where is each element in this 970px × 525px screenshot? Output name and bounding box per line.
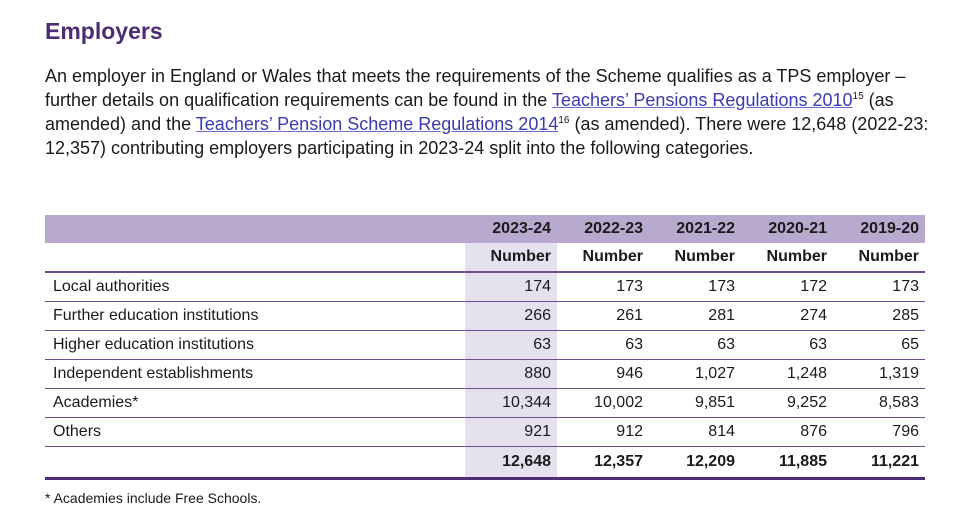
cell-value: 8,583 [833,389,925,418]
page-heading: Employers [45,18,163,44]
row-label: Others [45,418,465,447]
cell-value: 921 [465,418,557,447]
row-label: Independent establishments [45,360,465,389]
header-blank [45,243,465,272]
total-value: 12,648 [465,447,557,479]
cell-value: 281 [649,302,741,331]
year-header: 2019-20 [833,215,925,243]
year-header: 2020-21 [741,215,833,243]
cell-value: 172 [741,272,833,302]
cell-value: 10,344 [465,389,557,418]
row-label: Local authorities [45,272,465,302]
cell-value: 912 [557,418,649,447]
table-row [45,418,925,447]
cell-value: 1,319 [833,360,925,389]
cell-value: 173 [557,272,649,302]
cell-value: 9,252 [741,389,833,418]
cell-value: 63 [557,331,649,360]
header-blank [45,215,465,243]
year-header: 2021-22 [649,215,741,243]
year-header: 2022-23 [557,215,649,243]
year-header-row [45,215,925,243]
year-header: 2023-24 [465,215,557,243]
table-row [45,360,925,389]
total-value: 11,221 [833,447,925,479]
cell-value: 266 [465,302,557,331]
cell-value: 9,851 [649,389,741,418]
cell-value: 946 [557,360,649,389]
row-label: Academies* [45,389,465,418]
total-value: 12,357 [557,447,649,479]
regulations-2010-link[interactable]: Teachers’ Pensions Regulations 2010 [552,90,853,110]
cell-value: 261 [557,302,649,331]
total-value: 11,885 [741,447,833,479]
unit-header: Number [649,243,741,272]
intro-paragraph [45,64,945,160]
row-label: Further education institutions [45,302,465,331]
unit-header: Number [465,243,557,272]
cell-value: 63 [649,331,741,360]
footnote: * Academies include Free Schools. [45,490,262,506]
intro-text-3: (as amended). There were 12,648 (2022-23: 12,357) contributing employers participating in 2023-24 split into the following categories. [45,114,929,158]
table-row [45,389,925,418]
unit-header: Number [833,243,925,272]
cell-value: 1,027 [649,360,741,389]
cell-value: 876 [741,418,833,447]
employers-table [45,215,925,480]
cell-value: 880 [465,360,557,389]
footnote-ref-16: 16 [558,115,570,126]
total-row [45,447,925,479]
cell-value: 174 [465,272,557,302]
cell-value: 274 [741,302,833,331]
unit-header: Number [741,243,833,272]
cell-value: 285 [833,302,925,331]
cell-value: 173 [833,272,925,302]
cell-value: 63 [741,331,833,360]
table-row [45,302,925,331]
total-label [45,447,465,479]
table-row [45,272,925,302]
unit-header-row [45,243,925,272]
unit-header: Number [557,243,649,272]
cell-value: 63 [465,331,557,360]
row-label: Higher education institutions [45,331,465,360]
regulations-2014-link[interactable]: Teachers’ Pension Scheme Regulations 2014 [195,114,559,134]
footnote-ref-15: 15 [852,91,864,102]
cell-value: 173 [649,272,741,302]
cell-value: 10,002 [557,389,649,418]
cell-value: 814 [649,418,741,447]
cell-value: 65 [833,331,925,360]
intro-text-2: (as amended) and the [45,90,894,134]
cell-value: 1,248 [741,360,833,389]
table-row [45,331,925,360]
cell-value: 796 [833,418,925,447]
total-value: 12,209 [649,447,741,479]
intro-text-1: An employer in England or Wales that meets the requirements of the Scheme qualifies as a TPS employer – further details on qualification requirements can be found in the [45,66,906,110]
